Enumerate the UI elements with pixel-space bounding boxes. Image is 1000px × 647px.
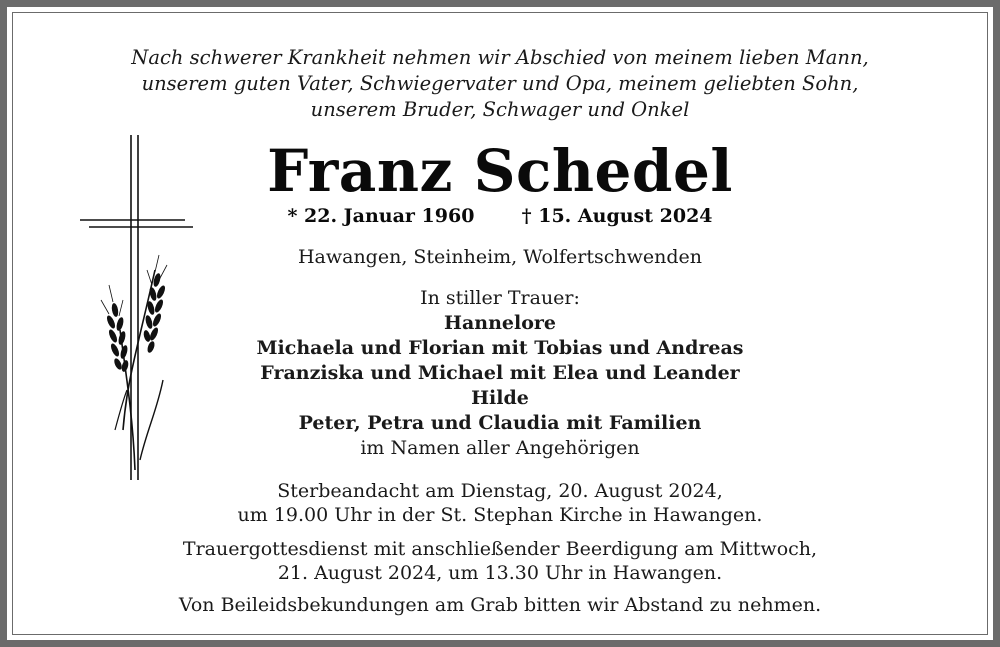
places: Hawangen, Steinheim, Wolfertschwenden xyxy=(297,246,703,268)
service-line-2: um 19.00 Uhr in der St. Stephan Kirche in Hawangen. xyxy=(237,504,763,526)
death-date: † 15. August 2024 xyxy=(521,205,713,227)
mourner-name: Franziska und Michael mit Elea und Leander xyxy=(260,362,740,384)
service-line-3: Trauergottesdienst mit anschließender Beerdigung am Mittwoch, xyxy=(182,538,818,560)
service-line-1: Sterbeandacht am Dienstag, 20. August 2024, xyxy=(277,480,723,502)
mourners-closing: im Namen aller Angehörigen xyxy=(360,437,640,459)
birth-date: * 22. Januar 1960 xyxy=(287,205,475,227)
life-dates xyxy=(0,204,1000,228)
mourner-name: Hilde xyxy=(471,387,529,409)
intro-line-3: unserem Bruder, Schwager und Onkel xyxy=(310,98,690,121)
service-line-4: 21. August 2024, um 13.30 Uhr in Hawangen. xyxy=(277,562,723,584)
mourner-name: Michaela und Florian mit Tobias und Andreas xyxy=(256,337,744,359)
intro-line-2: unserem guten Vater, Schwiegervater und Opa, meinem geliebten Sohn, xyxy=(141,72,859,95)
service-line-5: Von Beileidsbekundungen am Grab bitten wir Abstand zu nehmen. xyxy=(178,594,822,616)
mourners-heading: In stiller Trauer: xyxy=(420,287,580,309)
mourner-name: Hannelore xyxy=(444,312,556,334)
deceased-name: Franz Schedel xyxy=(267,137,733,205)
intro-line-1: Nach schwerer Krankheit nehmen wir Abschied von meinem lieben Mann, xyxy=(131,46,869,69)
mourner-name: Peter, Petra und Claudia mit Familien xyxy=(298,412,702,434)
